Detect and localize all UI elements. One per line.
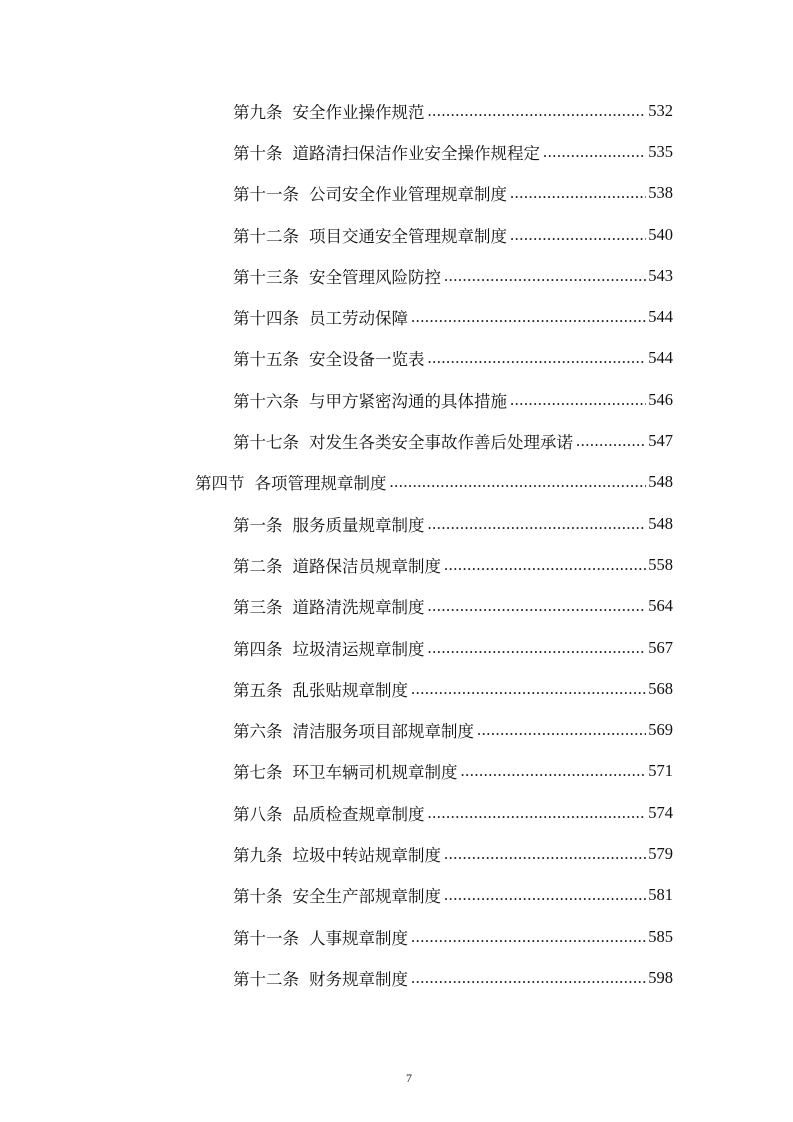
toc-entry-page: 574 — [648, 802, 673, 822]
toc-entry-title: 财务规章制度 — [309, 969, 408, 989]
toc-entry-page: 538 — [648, 183, 673, 203]
toc-entry-number: 第十二条 — [233, 969, 299, 989]
toc-entry[interactable] — [0, 503, 673, 544]
toc-entry-number: 第十一条 — [233, 928, 299, 948]
toc-entry-number: 第十四条 — [233, 309, 299, 329]
toc-entry[interactable] — [0, 338, 673, 379]
toc-entry-number: 第十五条 — [233, 350, 299, 370]
toc-dot-leader — [444, 555, 646, 575]
toc-entry-page: 585 — [648, 926, 673, 946]
toc-entry[interactable] — [0, 833, 673, 874]
toc-entry-number: 第一条 — [233, 515, 283, 535]
toc-entry-page: 558 — [648, 554, 673, 574]
toc-entry[interactable] — [0, 173, 673, 214]
toc-entry-page: 543 — [648, 265, 673, 285]
toc-entry-number: 第十条 — [233, 887, 283, 907]
toc-dot-leader — [461, 761, 647, 781]
toc-entry-number: 第十三条 — [233, 267, 299, 287]
page-number: 7 — [406, 1071, 412, 1085]
toc-dot-leader — [411, 927, 646, 947]
toc-dot-leader — [510, 390, 646, 410]
toc-dot-leader — [428, 596, 647, 616]
toc-entry-page: 546 — [648, 389, 673, 409]
toc-dot-leader — [428, 638, 647, 658]
toc-entry[interactable] — [0, 90, 673, 131]
toc-entry-page: 540 — [648, 224, 673, 244]
toc-entry-page: 535 — [648, 141, 673, 161]
toc-entry-title: 道路清洗规章制度 — [292, 598, 425, 618]
toc-entry-page: 571 — [648, 761, 673, 781]
toc-entry-title: 与甲方紧密沟通的具体措施 — [309, 391, 507, 411]
toc-entry-title: 公司安全作业管理规章制度 — [309, 185, 507, 205]
toc-entry-number: 第三条 — [233, 598, 283, 618]
toc-entry-number: 第十条 — [233, 143, 283, 163]
toc-dot-leader — [576, 431, 646, 451]
toc-entry[interactable] — [0, 792, 673, 833]
toc-entry-page: 544 — [648, 348, 673, 368]
toc-dot-leader — [510, 225, 646, 245]
toc-entry[interactable] — [0, 916, 673, 957]
toc-entry-page: 548 — [648, 513, 673, 533]
toc-entry-title: 安全管理风险防控 — [309, 267, 441, 287]
toc-dot-leader — [428, 514, 647, 534]
toc-entry[interactable] — [0, 709, 673, 750]
toc-entry[interactable] — [0, 751, 673, 792]
toc-entry-number: 第四条 — [233, 639, 283, 659]
toc-dot-leader — [411, 679, 646, 699]
toc-entry-title: 项目交通安全管理规章制度 — [309, 226, 507, 246]
toc-entry[interactable] — [0, 131, 673, 172]
toc-entry[interactable] — [0, 420, 673, 461]
toc-entry-title: 环卫车辆司机规章制度 — [292, 763, 458, 783]
toc-dot-leader — [428, 803, 647, 823]
toc-entry-number: 第五条 — [233, 680, 283, 700]
toc-entry[interactable] — [0, 296, 673, 337]
toc-entry[interactable] — [0, 379, 673, 420]
toc-entry[interactable] — [0, 875, 673, 916]
toc-entry-title: 员工劳动保障 — [309, 309, 408, 329]
toc-entry-title: 清洁服务项目部规章制度 — [292, 722, 474, 742]
toc-dot-leader — [444, 844, 646, 864]
toc-entry-page: 564 — [648, 596, 673, 616]
toc-dot-leader — [543, 142, 646, 162]
toc-entry-number: 第二条 — [233, 556, 283, 576]
toc-entry[interactable] — [0, 957, 673, 998]
toc-dot-leader — [411, 307, 646, 327]
toc-entry-number: 第九条 — [233, 102, 283, 122]
toc-entry-number: 第四节 — [195, 474, 245, 494]
toc-entry-title: 垃圾中转站规章制度 — [292, 845, 441, 865]
toc-entry[interactable] — [0, 627, 673, 668]
toc-entry-number: 第八条 — [233, 804, 283, 824]
toc-entry-title: 安全作业操作规范 — [292, 102, 425, 122]
toc-entry-page: 569 — [648, 720, 673, 740]
toc-entry[interactable] — [0, 544, 673, 585]
toc-entry-page: 568 — [648, 678, 673, 698]
toc-entry-title: 各项管理规章制度 — [254, 474, 387, 494]
toc-entry[interactable] — [0, 668, 673, 709]
toc-entry-title: 安全生产部规章制度 — [292, 887, 441, 907]
toc-entry[interactable] — [0, 214, 673, 255]
toc-entry-title: 乱张贴规章制度 — [292, 680, 408, 700]
toc-entry-title: 安全设备一览表 — [309, 350, 425, 370]
toc-entry-page: 581 — [648, 885, 673, 905]
toc-dot-leader — [444, 885, 646, 905]
toc-dot-leader — [428, 101, 647, 121]
toc-entry-page: 579 — [648, 843, 673, 863]
toc-entry-page: 544 — [648, 307, 673, 327]
toc-entry-page: 567 — [648, 637, 673, 657]
toc-dot-leader — [444, 266, 646, 286]
toc-entry-title: 服务质量规章制度 — [292, 515, 425, 535]
toc-dot-leader — [411, 968, 646, 988]
toc-dot-leader — [477, 720, 646, 740]
toc-entry[interactable] — [0, 255, 673, 296]
toc-entry-number: 第十七条 — [233, 433, 299, 453]
toc-dot-leader — [510, 183, 646, 203]
toc-entry-number: 第六条 — [233, 722, 283, 742]
table-of-contents — [0, 90, 793, 999]
toc-entry-number: 第七条 — [233, 763, 283, 783]
toc-section-entry[interactable] — [0, 462, 673, 503]
toc-entry-page: 598 — [648, 967, 673, 987]
toc-entry-page: 532 — [648, 100, 673, 120]
toc-entry-page: 547 — [648, 431, 673, 451]
toc-entry[interactable] — [0, 586, 673, 627]
toc-entry-number: 第九条 — [233, 845, 283, 865]
toc-entry-number: 第十六条 — [233, 391, 299, 411]
toc-entry-title: 对发生各类安全事故作善后处理承诺 — [309, 433, 573, 453]
toc-dot-leader — [428, 348, 647, 368]
toc-entry-title: 道路清扫保洁作业安全操作规程定 — [292, 143, 540, 163]
toc-entry-title: 垃圾清运规章制度 — [292, 639, 425, 659]
toc-dot-leader — [390, 472, 647, 492]
toc-entry-number: 第十二条 — [233, 226, 299, 246]
toc-entry-number: 第十一条 — [233, 185, 299, 205]
toc-entry-title: 道路保洁员规章制度 — [292, 556, 441, 576]
toc-entry-title: 人事规章制度 — [309, 928, 408, 948]
toc-entry-page: 548 — [648, 472, 673, 492]
toc-entry-title: 品质检查规章制度 — [292, 804, 425, 824]
